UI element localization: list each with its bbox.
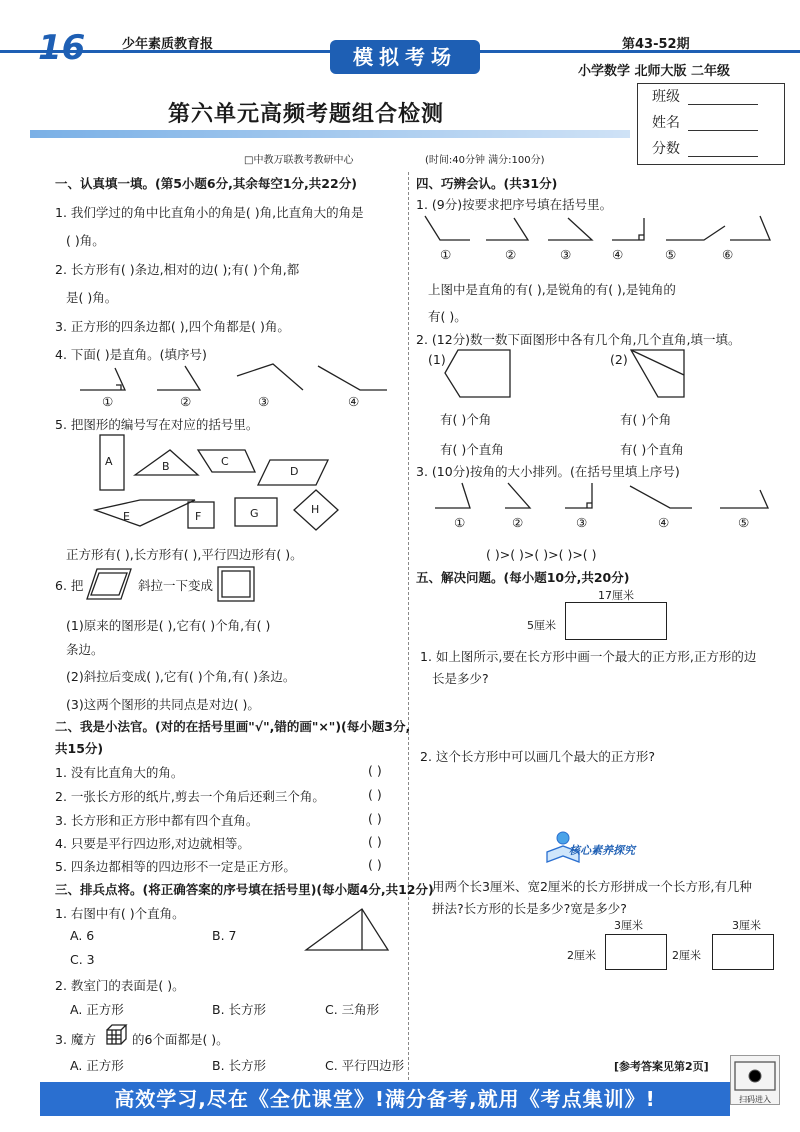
r3-angle-figures [430, 478, 775, 514]
shape-d-label: D [290, 465, 299, 478]
q4-num-3: ③ [258, 394, 270, 409]
r1-angle-figures [420, 210, 775, 246]
judge-paren-1[interactable]: ( ) [368, 763, 382, 778]
choice-3-c[interactable]: C. 平行四边形 [325, 1058, 405, 1073]
r2-angle-count-2: 有( )个角 [620, 412, 672, 427]
r2-angle-count-1: 有( )个角 [440, 412, 492, 427]
pentagon-figure [440, 345, 550, 401]
section-2-heading-cont: 共15分) [55, 741, 104, 756]
problem-3-cont: 拼法?长方形的长是多少?宽是多少? [432, 901, 627, 916]
r1-num-2: ② [505, 247, 517, 262]
rectangle-17x5-figure [565, 602, 667, 640]
question-1-1: 1. 我们学过的角中比直角小的角是( )角,比直角大的角是 [55, 205, 364, 220]
question-1-1-cont: ( )角。 [66, 233, 105, 248]
choice-1-b[interactable]: B. 7 [212, 928, 237, 943]
section-5-heading: 五、解决问题。(每小题10分,共20分) [416, 570, 630, 585]
r1-num-6: ⑥ [722, 247, 734, 262]
dim-2cm-label-1: 2厘米 [567, 949, 596, 962]
choice-3-cont: 的6个面都是( )。 [132, 1032, 229, 1047]
q4-num-2: ② [180, 394, 192, 409]
section-4-heading: 四、巧辨会认。(共31分) [416, 176, 558, 191]
choice-2-a[interactable]: A. 正方形 [70, 1002, 124, 1017]
judge-item-3: 3. 长方形和正方形中都有四个直角。 [55, 813, 259, 828]
shape-e-label: E [123, 510, 130, 523]
r3-num-5: ⑤ [738, 515, 750, 530]
choice-1: 1. 右图中有( )个直角。 [55, 906, 185, 921]
problem-3: 用两个长3厘米、宽2厘米的长方形拼成一个长方形,有几种 [432, 879, 752, 894]
problem-2: 2. 这个长方形中可以画几个最大的正方形? [420, 749, 656, 764]
name-field[interactable] [688, 115, 758, 131]
r2-label-2: (2) [610, 352, 628, 367]
triangle-figure [300, 905, 400, 955]
column-divider [408, 172, 409, 1080]
judge-paren-4[interactable]: ( ) [368, 834, 382, 849]
shape-f-label: F [195, 510, 202, 523]
choice-1-c[interactable]: C. 3 [70, 952, 95, 967]
problem-1-cont: 长是多少? [432, 671, 489, 686]
rectangle-frame-figure [214, 563, 260, 605]
source-label: □中教万联教考教研中心 [244, 155, 354, 166]
choice-3-b[interactable]: B. 长方形 [212, 1058, 267, 1073]
rect-height-label: 5厘米 [527, 619, 556, 632]
shape-a-label: A [105, 455, 113, 468]
q5-shapes-figure [90, 430, 360, 542]
r2-right-count-2: 有( )个直角 [620, 442, 684, 457]
shape-b-label: B [162, 460, 170, 473]
name-label: 姓名 [652, 115, 680, 131]
qr-label: 扫码进入 [739, 1095, 771, 1104]
choice-1-a[interactable]: A. 6 [70, 928, 95, 943]
shape-h-label: H [311, 503, 320, 516]
question-4-2: 2. (12分)数一数下面图形中各有几个角,几个直角,填一填。 [416, 332, 741, 347]
judge-item-5: 5. 四条边都相等的四边形不一定是正方形。 [55, 859, 296, 874]
q4-num-4: ④ [348, 394, 360, 409]
question-4-1-answer-cont: 有( )。 [428, 309, 467, 324]
shape-c-label: C [221, 455, 229, 468]
question-1-6-2: (2)斜拉后变成( ),它有( )个角,有( )条边。 [66, 669, 296, 684]
question-1-2-cont: 是( )角。 [66, 290, 118, 305]
rect-width-label: 17厘米 [598, 589, 634, 602]
r3-num-4: ④ [658, 515, 670, 530]
judge-item-1: 1. 没有比直角大的角。 [55, 765, 184, 780]
q4-angle-figures [75, 360, 395, 396]
section-2-heading: 二、我是小法官。(对的在括号里画"√",错的画"×")(每小题3分, [55, 719, 411, 734]
judge-paren-5[interactable]: ( ) [368, 857, 382, 872]
page-number: 16 [38, 28, 86, 68]
r2-label-1: (1) [428, 352, 446, 367]
shape-g-label: G [250, 507, 259, 520]
choice-2-c[interactable]: C. 三角形 [325, 1002, 380, 1017]
r1-num-3: ③ [560, 247, 572, 262]
judge-paren-2[interactable]: ( ) [368, 787, 382, 802]
edition-label: 小学数学 北师大版 二年级 [578, 64, 731, 79]
parallelogram-figure [85, 565, 135, 605]
question-1-5-answer: 正方形有( ),长方形有( ),平行四边形有( )。 [66, 547, 303, 562]
choice-2: 2. 教室门的表面是( )。 [55, 978, 185, 993]
choice-2-b[interactable]: B. 长方形 [212, 1002, 267, 1017]
question-4-1-answer: 上图中是直角的有( ),是锐角的有( ),是钝角的 [428, 282, 676, 297]
dim-3cm-label-1: 3厘米 [614, 919, 643, 932]
dim-2cm-label-2: 2厘米 [672, 949, 701, 962]
choice-3-a[interactable]: A. 正方形 [70, 1058, 124, 1073]
core-literacy-badge [543, 830, 663, 868]
question-1-6-1-cont: 条边。 [66, 642, 104, 657]
question-1-5: 5. 把图形的编号写在对应的括号里。 [55, 417, 259, 432]
question-4-3: 3. (10分)按角的大小排列。(在括号里填上序号) [416, 464, 680, 479]
student-info-box [637, 83, 785, 165]
question-1-6-cont: 斜拉一下变成 [138, 578, 214, 593]
question-4-1: 1. (9分)按要求把序号填在括号里。 [416, 197, 613, 212]
judge-item-4: 4. 只要是平行四边形,对边就相等。 [55, 836, 250, 851]
qr-icon [731, 1058, 779, 1094]
question-1-3: 3. 正方形的四条边都( ),四个角都是( )角。 [55, 319, 290, 334]
class-label: 班级 [652, 89, 680, 105]
question-1-6-1: (1)原来的图形是( ),它有( )个角,有( ) [66, 618, 271, 633]
class-field[interactable] [688, 89, 758, 105]
r3-order-blanks[interactable]: ( )>( )>( )>( )>( ) [486, 547, 597, 562]
section-1-heading: 一、认真填一填。(第5小题6分,其余每空1分,共22分) [55, 176, 357, 191]
problem-1: 1. 如上图所示,要在长方形中画一个最大的正方形,正方形的边 [420, 649, 757, 664]
quadrilateral-figure [628, 345, 688, 401]
rectangle-3x2-figure-1 [605, 934, 667, 970]
core-literacy-title: 核心素养探究 [569, 844, 635, 857]
q4-num-1: ① [102, 394, 114, 409]
judge-item-2: 2. 一张长方形的纸片,剪去一个角后还剩三个角。 [55, 789, 325, 804]
title-underline [30, 130, 630, 138]
r3-num-2: ② [512, 515, 524, 530]
question-1-6-3: (3)这两个图形的共同点是对边( )。 [66, 697, 260, 712]
score-label: 分数 [652, 141, 680, 157]
dim-3cm-label-2: 3厘米 [732, 919, 761, 932]
r3-num-1: ① [454, 515, 466, 530]
rectangle-3x2-figure-2 [712, 934, 774, 970]
r1-num-4: ④ [612, 247, 624, 262]
score-field[interactable] [688, 141, 758, 157]
footer-banner: 高效学习,尽在《全优课堂》!满分备考,就用《考点集训》! [40, 1082, 730, 1116]
judge-paren-3[interactable]: ( ) [368, 811, 382, 826]
page-title: 第六单元高频考题组合检测 [168, 102, 445, 127]
choice-3: 3. 魔方 [55, 1032, 96, 1047]
answer-reference: [参考答案见第2页] [614, 1060, 709, 1073]
r1-num-5: ⑤ [665, 247, 677, 262]
question-1-6: 6. 把 [55, 578, 84, 593]
question-1-2: 2. 长方形有( )条边,相对的边( );有( )个角,都 [55, 262, 300, 277]
rubiks-cube-icon [104, 1023, 128, 1047]
section-3-heading: 三、排兵点将。(将正确答案的序号填在括号里)(每小题4分,共12分) [55, 882, 434, 897]
newspaper-name: 少年素质教育报 [122, 37, 214, 52]
exam-info: (时间:40分钟 满分:100分) [425, 155, 545, 166]
r2-right-count-1: 有( )个直角 [440, 442, 504, 457]
r3-num-3: ③ [576, 515, 588, 530]
question-1-4: 4. 下面( )是直角。(填序号) [55, 347, 207, 362]
column-logo: 模拟考场 [330, 40, 480, 74]
qr-code[interactable] [730, 1055, 780, 1105]
issue-label: 第43-52期 [622, 37, 690, 52]
r1-num-1: ① [440, 247, 452, 262]
